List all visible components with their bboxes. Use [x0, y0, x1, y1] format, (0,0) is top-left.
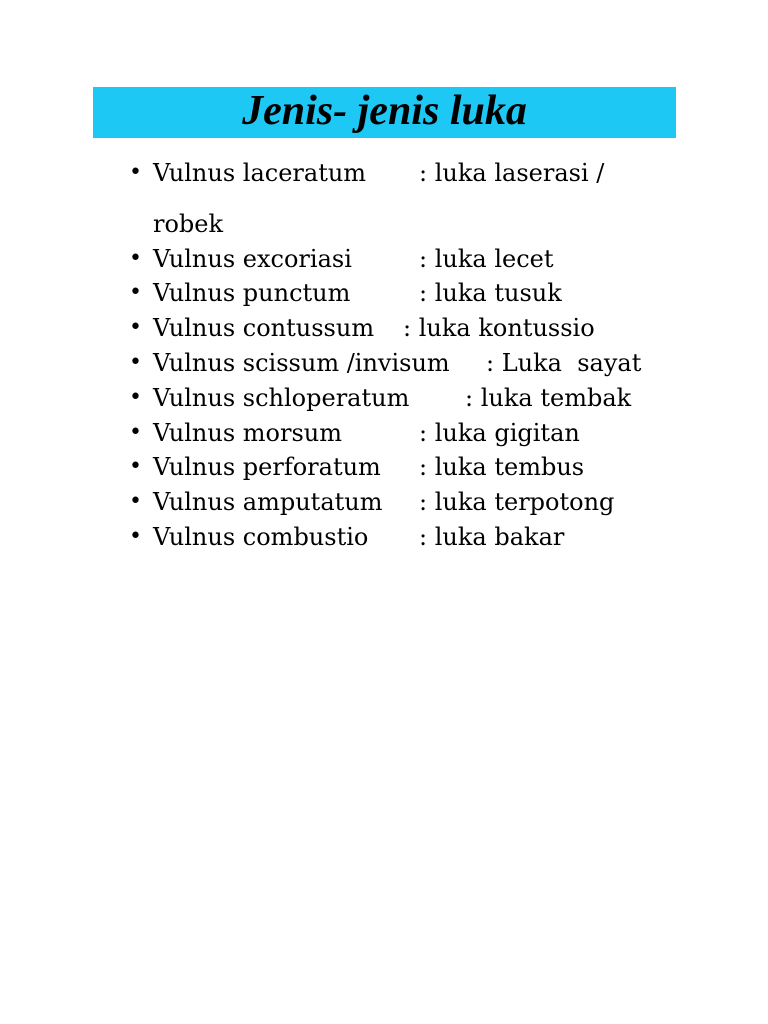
list-item-term: Vulnus perforatum	[153, 453, 381, 482]
bullet-icon: •	[129, 280, 142, 306]
list-item-definition: luka kontussio	[418, 314, 595, 343]
list-item	[125, 276, 725, 311]
bullet-icon: •	[129, 454, 142, 480]
list-item-term: Vulnus schloperatum	[153, 383, 410, 412]
list-item-term: Vulnus punctum	[153, 279, 351, 308]
list-item-separator: :	[419, 418, 428, 447]
list-item-term: Vulnus amputatum	[153, 488, 383, 517]
list-item-separator: :	[419, 522, 428, 551]
list-item-definition: luka tembus	[434, 453, 585, 482]
list-item-separator: :	[419, 159, 428, 187]
list-item-separator: :	[419, 453, 428, 482]
list-item-definition: luka terpotong	[434, 488, 615, 517]
bullet-icon: •	[129, 160, 142, 185]
bullet-icon: •	[129, 245, 142, 271]
list-item	[125, 450, 725, 485]
bullet-icon: •	[129, 419, 142, 445]
list-item-continuation: robek	[153, 209, 224, 238]
list-item	[125, 381, 725, 416]
list-item-separator: :	[419, 279, 428, 308]
list-item-term: Vulnus combustio	[153, 522, 369, 551]
list-item	[125, 416, 725, 451]
list-item	[125, 346, 725, 381]
wound-types-list	[125, 156, 725, 555]
list-item-definition: luka lecet	[434, 244, 554, 273]
list-item-separator: :	[419, 244, 428, 273]
list-item-definition: luka bakar	[434, 522, 565, 551]
list-item-definition: luka gigitan	[434, 418, 580, 447]
list-item-definition: luka tembak	[480, 383, 632, 412]
list-item-term: Vulnus morsum	[153, 418, 342, 447]
bullet-icon: •	[129, 523, 142, 549]
list-item-separator: :	[465, 383, 474, 412]
bullet-icon: •	[129, 315, 142, 341]
list-item-term: Vulnus excoriasi	[153, 244, 352, 273]
page-title: Jenis- jenis luka	[242, 87, 527, 134]
title-banner	[93, 87, 676, 138]
list-item-definition: Luka sayat	[501, 348, 642, 377]
list-item	[125, 520, 725, 555]
list-item	[125, 242, 725, 277]
list-item	[125, 156, 725, 242]
bullet-icon: •	[129, 384, 142, 410]
list-item-definition: luka tusuk	[434, 279, 562, 308]
list-item	[125, 311, 725, 346]
list-item-separator: :	[486, 348, 495, 377]
bullet-icon: •	[129, 489, 142, 515]
bullet-icon: •	[129, 349, 142, 375]
list-item-separator: :	[419, 488, 428, 517]
list-item-definition: luka laserasi /	[434, 159, 605, 187]
list-item-term: Vulnus contussum	[153, 314, 375, 343]
list-item-term: Vulnus laceratum	[153, 159, 367, 187]
list-item-term: Vulnus scissum /invisum	[153, 348, 450, 377]
list-item	[125, 485, 725, 520]
list-item-separator: :	[403, 314, 412, 343]
